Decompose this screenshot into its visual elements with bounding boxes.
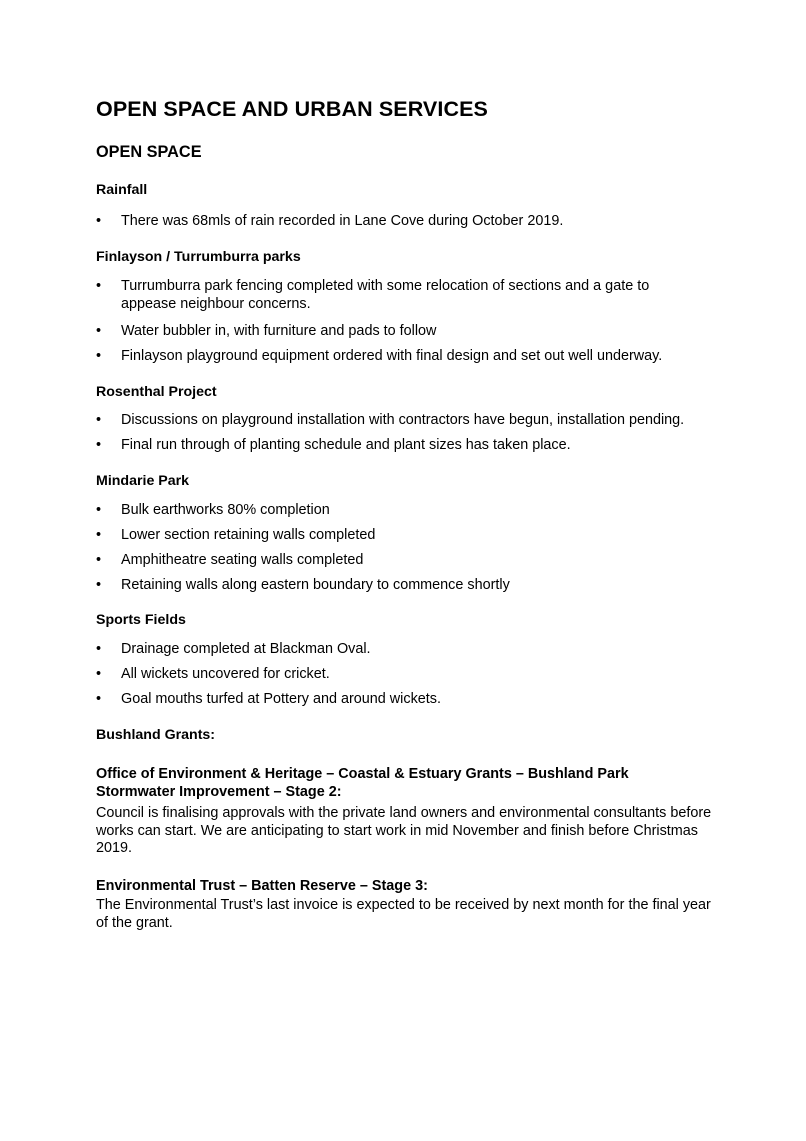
bullet-icon: • xyxy=(96,502,102,518)
heading-rainfall: Rainfall xyxy=(96,182,148,198)
list-item-text: Retaining walls along eastern boundary to commence shortly xyxy=(121,577,510,593)
bullet-icon: • xyxy=(96,278,102,294)
list-item-text: Bulk earthworks 80% completion xyxy=(121,502,330,518)
heading-bushland-grants: Bushland Grants: xyxy=(96,727,216,743)
heading-sports-fields: Sports Fields xyxy=(96,612,186,628)
grant-title: Environmental Trust – Batten Reserve – Stage 3: xyxy=(96,878,428,894)
page-title: OPEN SPACE AND URBAN SERVICES xyxy=(96,97,488,121)
list-item-text: Finlayson playground equipment ordered with final design and set out well underway. xyxy=(121,348,663,364)
bullet-icon: • xyxy=(96,527,102,543)
list-item-text: There was 68mls of rain recorded in Lane Cove during October 2019. xyxy=(121,213,564,229)
bullet-icon: • xyxy=(96,641,102,657)
bullet-icon: • xyxy=(96,577,102,593)
grant-body: Council is finalising approvals with the private land owners and environmental consultants before works can start. We are anticipating to start work in mid November and finish before Christmas 2019. xyxy=(96,805,712,856)
bullet-icon: • xyxy=(96,666,102,682)
list-item-text: Discussions on playground installation with contractors have begun, installation pending. xyxy=(121,412,685,428)
bullet-icon: • xyxy=(96,348,102,364)
list-item-text: Amphitheatre seating walls completed xyxy=(121,552,364,568)
list-item-text: Goal mouths turfed at Pottery and around wickets. xyxy=(121,691,441,707)
grant-body: The Environmental Trust’s last invoice is expected to be received by next month for the final year of the grant. xyxy=(96,897,711,931)
list-item-text: Drainage completed at Blackman Oval. xyxy=(121,641,371,657)
bullet-icon: • xyxy=(96,552,102,568)
grant-block xyxy=(96,878,716,896)
list-item-text: Final run through of planting schedule and plant sizes has taken place. xyxy=(121,437,571,453)
heading-rosenthal: Rosenthal Project xyxy=(96,384,217,400)
section-title: OPEN SPACE xyxy=(96,143,202,161)
grant-block xyxy=(96,766,666,801)
bullet-icon: • xyxy=(96,213,102,229)
grant-title: Office of Environment & Heritage – Coastal & Estuary Grants – Bushland Park Stormwater Improvement – Stage 2: xyxy=(96,766,629,800)
bullet-icon: • xyxy=(96,691,102,707)
list-item-text: Turrumburra park fencing completed with some relocation of sections and a gate to appease neighbour concerns. xyxy=(121,278,650,312)
list-item-text: All wickets uncovered for cricket. xyxy=(121,666,330,682)
heading-mindarie: Mindarie Park xyxy=(96,473,190,489)
bullet-icon: • xyxy=(96,412,102,428)
bullet-icon: • xyxy=(96,437,102,453)
bullet-icon: • xyxy=(96,323,102,339)
list-item-text: Lower section retaining walls completed xyxy=(121,527,376,543)
list-item-text: Water bubbler in, with furniture and pads to follow xyxy=(121,323,437,339)
heading-finlayson: Finlayson / Turrumburra parks xyxy=(96,249,301,265)
